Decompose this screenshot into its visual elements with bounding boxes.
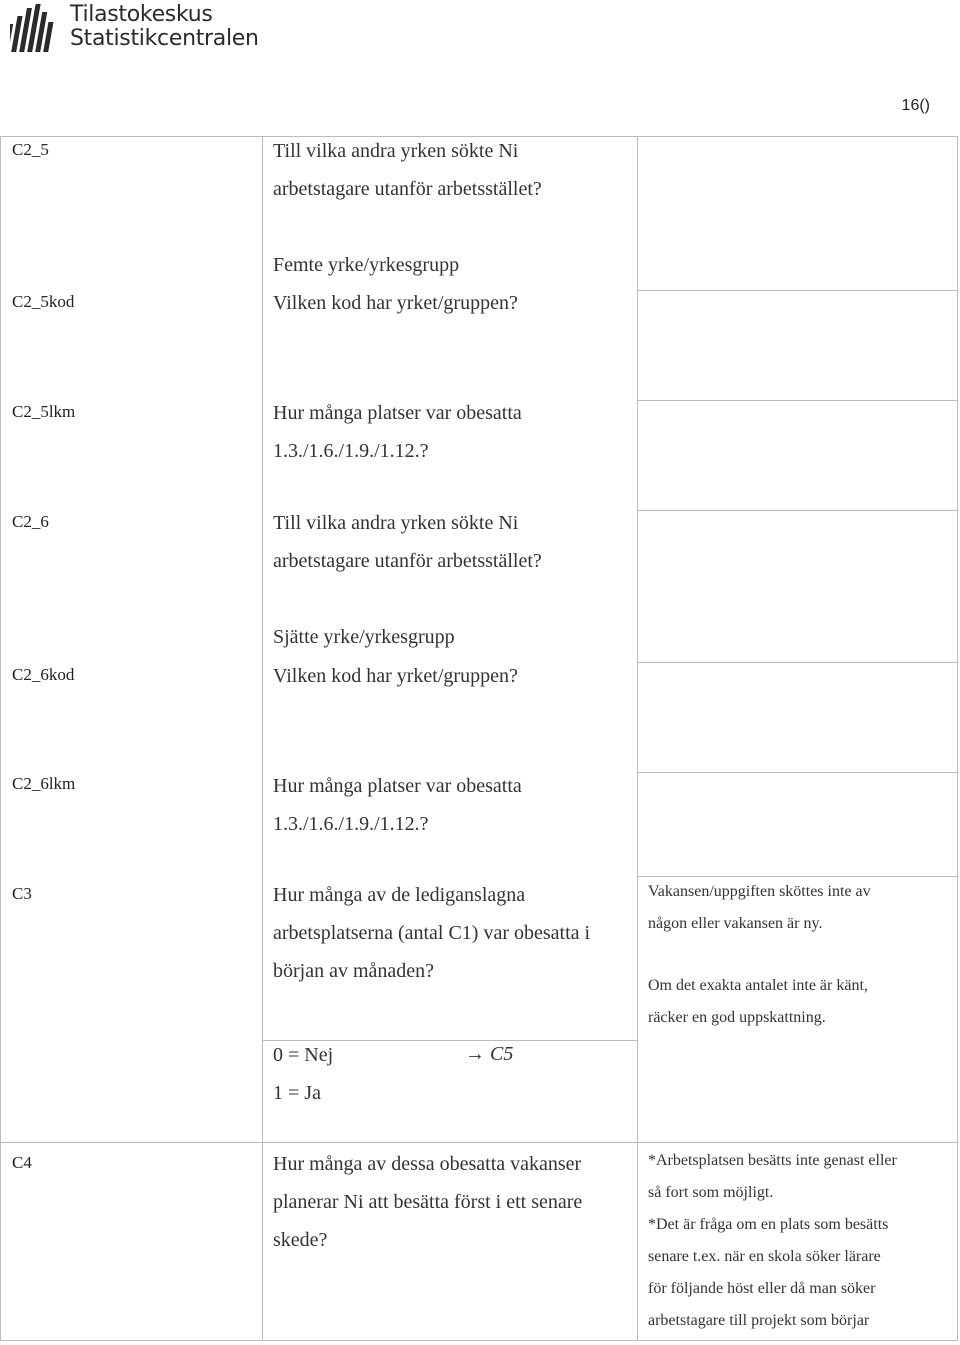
question-text: Hur många av dessa obesatta vakanser planerar Ni att besätta först i ett senare skede? (273, 1153, 583, 1251)
question-text: Vilken kod har yrket/gruppen? (273, 292, 518, 314)
row-code: C4 (12, 1153, 32, 1172)
brand-name-sv: Statistikcentralen (70, 26, 259, 51)
question-text: Vilken kod har yrket/gruppen? (273, 665, 518, 687)
skip-instruction: → C5 (465, 1043, 514, 1065)
question-text: Hur många platser var obesatta 1.3./1.6./1.9./1.12.? (273, 775, 522, 835)
row-code: C2_5kod (12, 292, 75, 311)
question-text: Till vilka andra yrken sökte Ni arbetstagare utanför arbetsstället? (273, 140, 542, 200)
row-code: C2_5lkm (12, 402, 76, 421)
subheading: Femte yrke/yrkesgrupp (273, 254, 460, 276)
row-code: C3 (12, 884, 32, 903)
answer-option: 0 = Nej (273, 1044, 334, 1066)
row-code: C2_6kod (12, 665, 75, 684)
brand-name-fi: Tilastokeskus (70, 2, 213, 27)
help-note: *Arbetsplatsen besätts inte genast eller så fort som möjligt. *Det är fråga om en plats som besätts senare t.ex. när en skola söker lärare för följande höst eller då man söker arbetstagare till projekt som börjar (648, 1152, 897, 1329)
answer-option: 1 = Ja (273, 1082, 321, 1104)
question-text: Till vilka andra yrken sökte Ni arbetstagare utanför arbetsstället? (273, 512, 542, 572)
row-code: C2_5 (12, 140, 49, 159)
arrow-right-icon: → (465, 1043, 485, 1065)
row-code: C2_6 (12, 512, 49, 531)
page-number: 16() (901, 97, 930, 114)
subheading: Sjätte yrke/yrkesgrupp (273, 626, 455, 648)
question-text: Hur många platser var obesatta 1.3./1.6./1.9./1.12.? (273, 402, 522, 462)
question-text: Hur många av de lediganslagna arbetsplatserna (antal C1) var obesatta i början av månaden? (273, 884, 591, 982)
help-note: Vakansen/uppgiften sköttes inte av någon eller vakansen är ny. Om det exakta antalet inte är känt, räcker en god uppskattning. (648, 883, 871, 1026)
row-code: C2_6lkm (12, 774, 76, 793)
